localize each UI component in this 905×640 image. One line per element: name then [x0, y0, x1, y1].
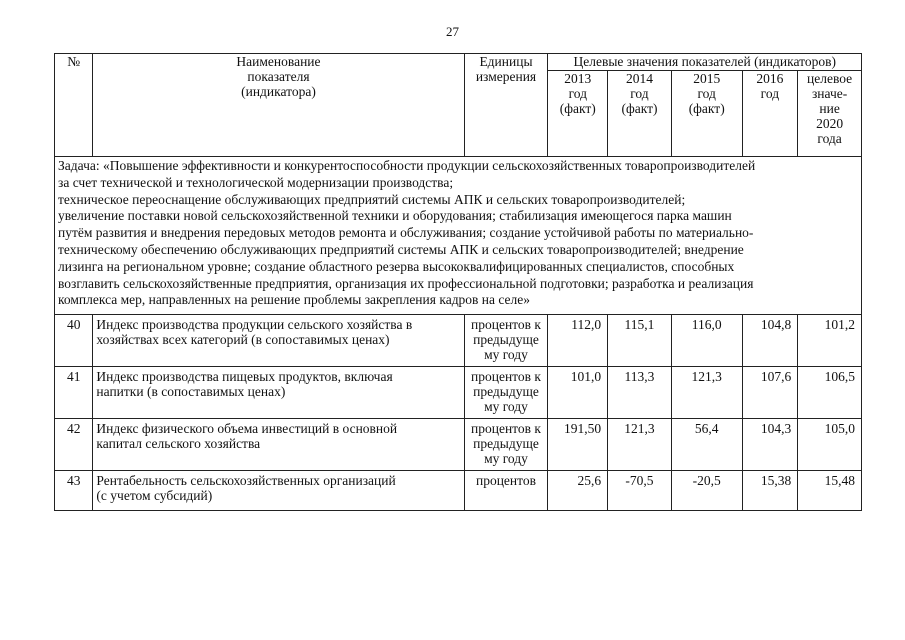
header-year-2013: [548, 71, 608, 157]
task-line: возглавить сельскохозяйственные предприятия, организация их профессиональной подготовки; разработка и реализация: [58, 275, 754, 291]
row-unit-line: му году: [484, 347, 528, 362]
year-line: ние: [819, 101, 840, 116]
task-line: увеличение поставки новой сельскохозяйственной техники и оборудования; стабилизация имеющегося парка машин: [58, 208, 732, 224]
row-value-2014: -70,5: [608, 471, 672, 511]
row-unit: [464, 367, 548, 419]
year-line: (факт): [688, 101, 725, 116]
task-line: Задача: «Повышение эффективности и конкурентоспособности продукции сельскохозяйственных товаропроизводителей: [58, 158, 756, 173]
task-line: комплекса мер, направленных на решение проблемы закрепления кадров на селе»: [58, 292, 531, 308]
page-number: 27: [446, 24, 459, 39]
row-unit: [464, 315, 548, 367]
header-year-2020-target: [798, 71, 862, 157]
header-name-line: показателя: [247, 69, 310, 84]
table-row: [55, 419, 862, 471]
task-description: [55, 157, 862, 315]
task-line: путём развития и внедрения передовых методов ремонта и обслуживания; создание устойчивой работы по материально-: [58, 225, 754, 241]
row-value-2014: 121,3: [608, 419, 672, 471]
table-row: [55, 315, 862, 367]
year-line: год: [568, 86, 587, 101]
row-unit-line: предыдуще: [473, 436, 539, 451]
row-name-line: Индекс физического объема инвестиций в основной: [96, 421, 398, 436]
row-unit-line: предыдуще: [473, 384, 539, 399]
row-unit: [464, 471, 548, 511]
row-num: 43: [55, 471, 93, 511]
row-unit: [464, 419, 548, 471]
header-year-2014: [608, 71, 672, 157]
row-value-2015: 121,3: [671, 367, 742, 419]
task-line: лизинга на региональном уровне; создание областного резерва высококвалифицированных специалистов, способных: [58, 258, 735, 274]
year-line: год: [760, 86, 780, 101]
header-group-title: Целевые значения показателей (индикаторов): [548, 54, 862, 71]
row-name-line: Индекс производства продукции сельского хозяйства в: [96, 317, 413, 332]
row-value-2016: 107,6: [742, 367, 798, 419]
header-unit-line: измерения: [475, 69, 537, 84]
row-name-line: капитал сельского хозяйства: [96, 436, 261, 451]
row-value-2013: 101,0: [548, 367, 608, 419]
row-unit-line: процентов к: [471, 421, 541, 436]
row-unit-line: процентов к: [471, 369, 541, 384]
row-value-2020: 15,48: [798, 471, 862, 511]
row-value-2016: 104,8: [742, 315, 798, 367]
year-line: (факт): [621, 101, 658, 116]
row-unit-line: процентов: [475, 473, 536, 488]
row-value-2015: 56,4: [671, 419, 742, 471]
row-value-2020: 106,5: [798, 367, 862, 419]
row-num: 40: [55, 315, 93, 367]
task-line: техническому обеспечению обслуживающих предприятий системы АПК и сельских товаропроизводителей; внедрение: [58, 241, 744, 257]
header-unit-line: Единицы: [479, 54, 533, 69]
header-num: №: [55, 54, 93, 157]
row-name: [93, 367, 464, 419]
year-line: 2016: [756, 71, 784, 86]
header-name-line: (индикатора): [241, 84, 316, 99]
table-row: [55, 471, 862, 511]
task-line: техническое переоснащение обслуживающих предприятий системы АПК и сельских товаропроизводителей;: [58, 191, 686, 207]
row-value-2020: 101,2: [798, 315, 862, 367]
row-value-2014: 113,3: [608, 367, 672, 419]
year-line: 2014: [625, 71, 653, 86]
header-unit: [464, 54, 548, 157]
row-value-2014: 115,1: [608, 315, 672, 367]
year-line: 2020: [816, 116, 844, 131]
year-line: год: [630, 86, 649, 101]
row-name: [93, 419, 464, 471]
year-line: год: [697, 86, 716, 101]
row-name-line: Индекс производства пищевых продуктов, включая: [96, 369, 393, 384]
header-year-2015: [671, 71, 742, 157]
header-name: [93, 54, 464, 157]
row-value-2013: 25,6: [548, 471, 608, 511]
row-name-line: напитки (в сопоставимых ценах): [96, 384, 286, 399]
year-line: (факт): [559, 101, 596, 116]
row-unit-line: процентов к: [471, 317, 541, 332]
year-line: целевое: [807, 71, 853, 86]
row-value-2013: 112,0: [548, 315, 608, 367]
row-name-line: (с учетом субсидий): [96, 488, 213, 503]
row-value-2016: 15,38: [742, 471, 798, 511]
row-value-2015: 116,0: [671, 315, 742, 367]
row-value-2013: 191,50: [548, 419, 608, 471]
row-value-2020: 105,0: [798, 419, 862, 471]
row-unit-line: предыдуще: [473, 332, 539, 347]
row-num: 41: [55, 367, 93, 419]
header-year-2016: [742, 71, 798, 157]
row-value-2016: 104,3: [742, 419, 798, 471]
indicators-table: [54, 53, 862, 511]
row-name-line: хозяйствах всех категорий (в сопоставимых ценах): [96, 332, 390, 347]
header-name-line: Наименование: [236, 54, 321, 69]
year-line: 2013: [564, 71, 592, 86]
row-name: [93, 315, 464, 367]
row-value-2015: -20,5: [671, 471, 742, 511]
task-line: за счет технической и технологической модернизации производства;: [58, 174, 454, 190]
row-unit-line: му году: [484, 399, 528, 414]
row-unit-line: му году: [484, 451, 528, 466]
row-num: 42: [55, 419, 93, 471]
year-line: года: [817, 131, 842, 146]
row-name: [93, 471, 464, 511]
year-line: 2015: [693, 71, 721, 86]
table-row: [55, 367, 862, 419]
year-line: значе-: [811, 86, 848, 101]
row-name-line: Рентабельность сельскохозяйственных организаций: [96, 473, 396, 488]
